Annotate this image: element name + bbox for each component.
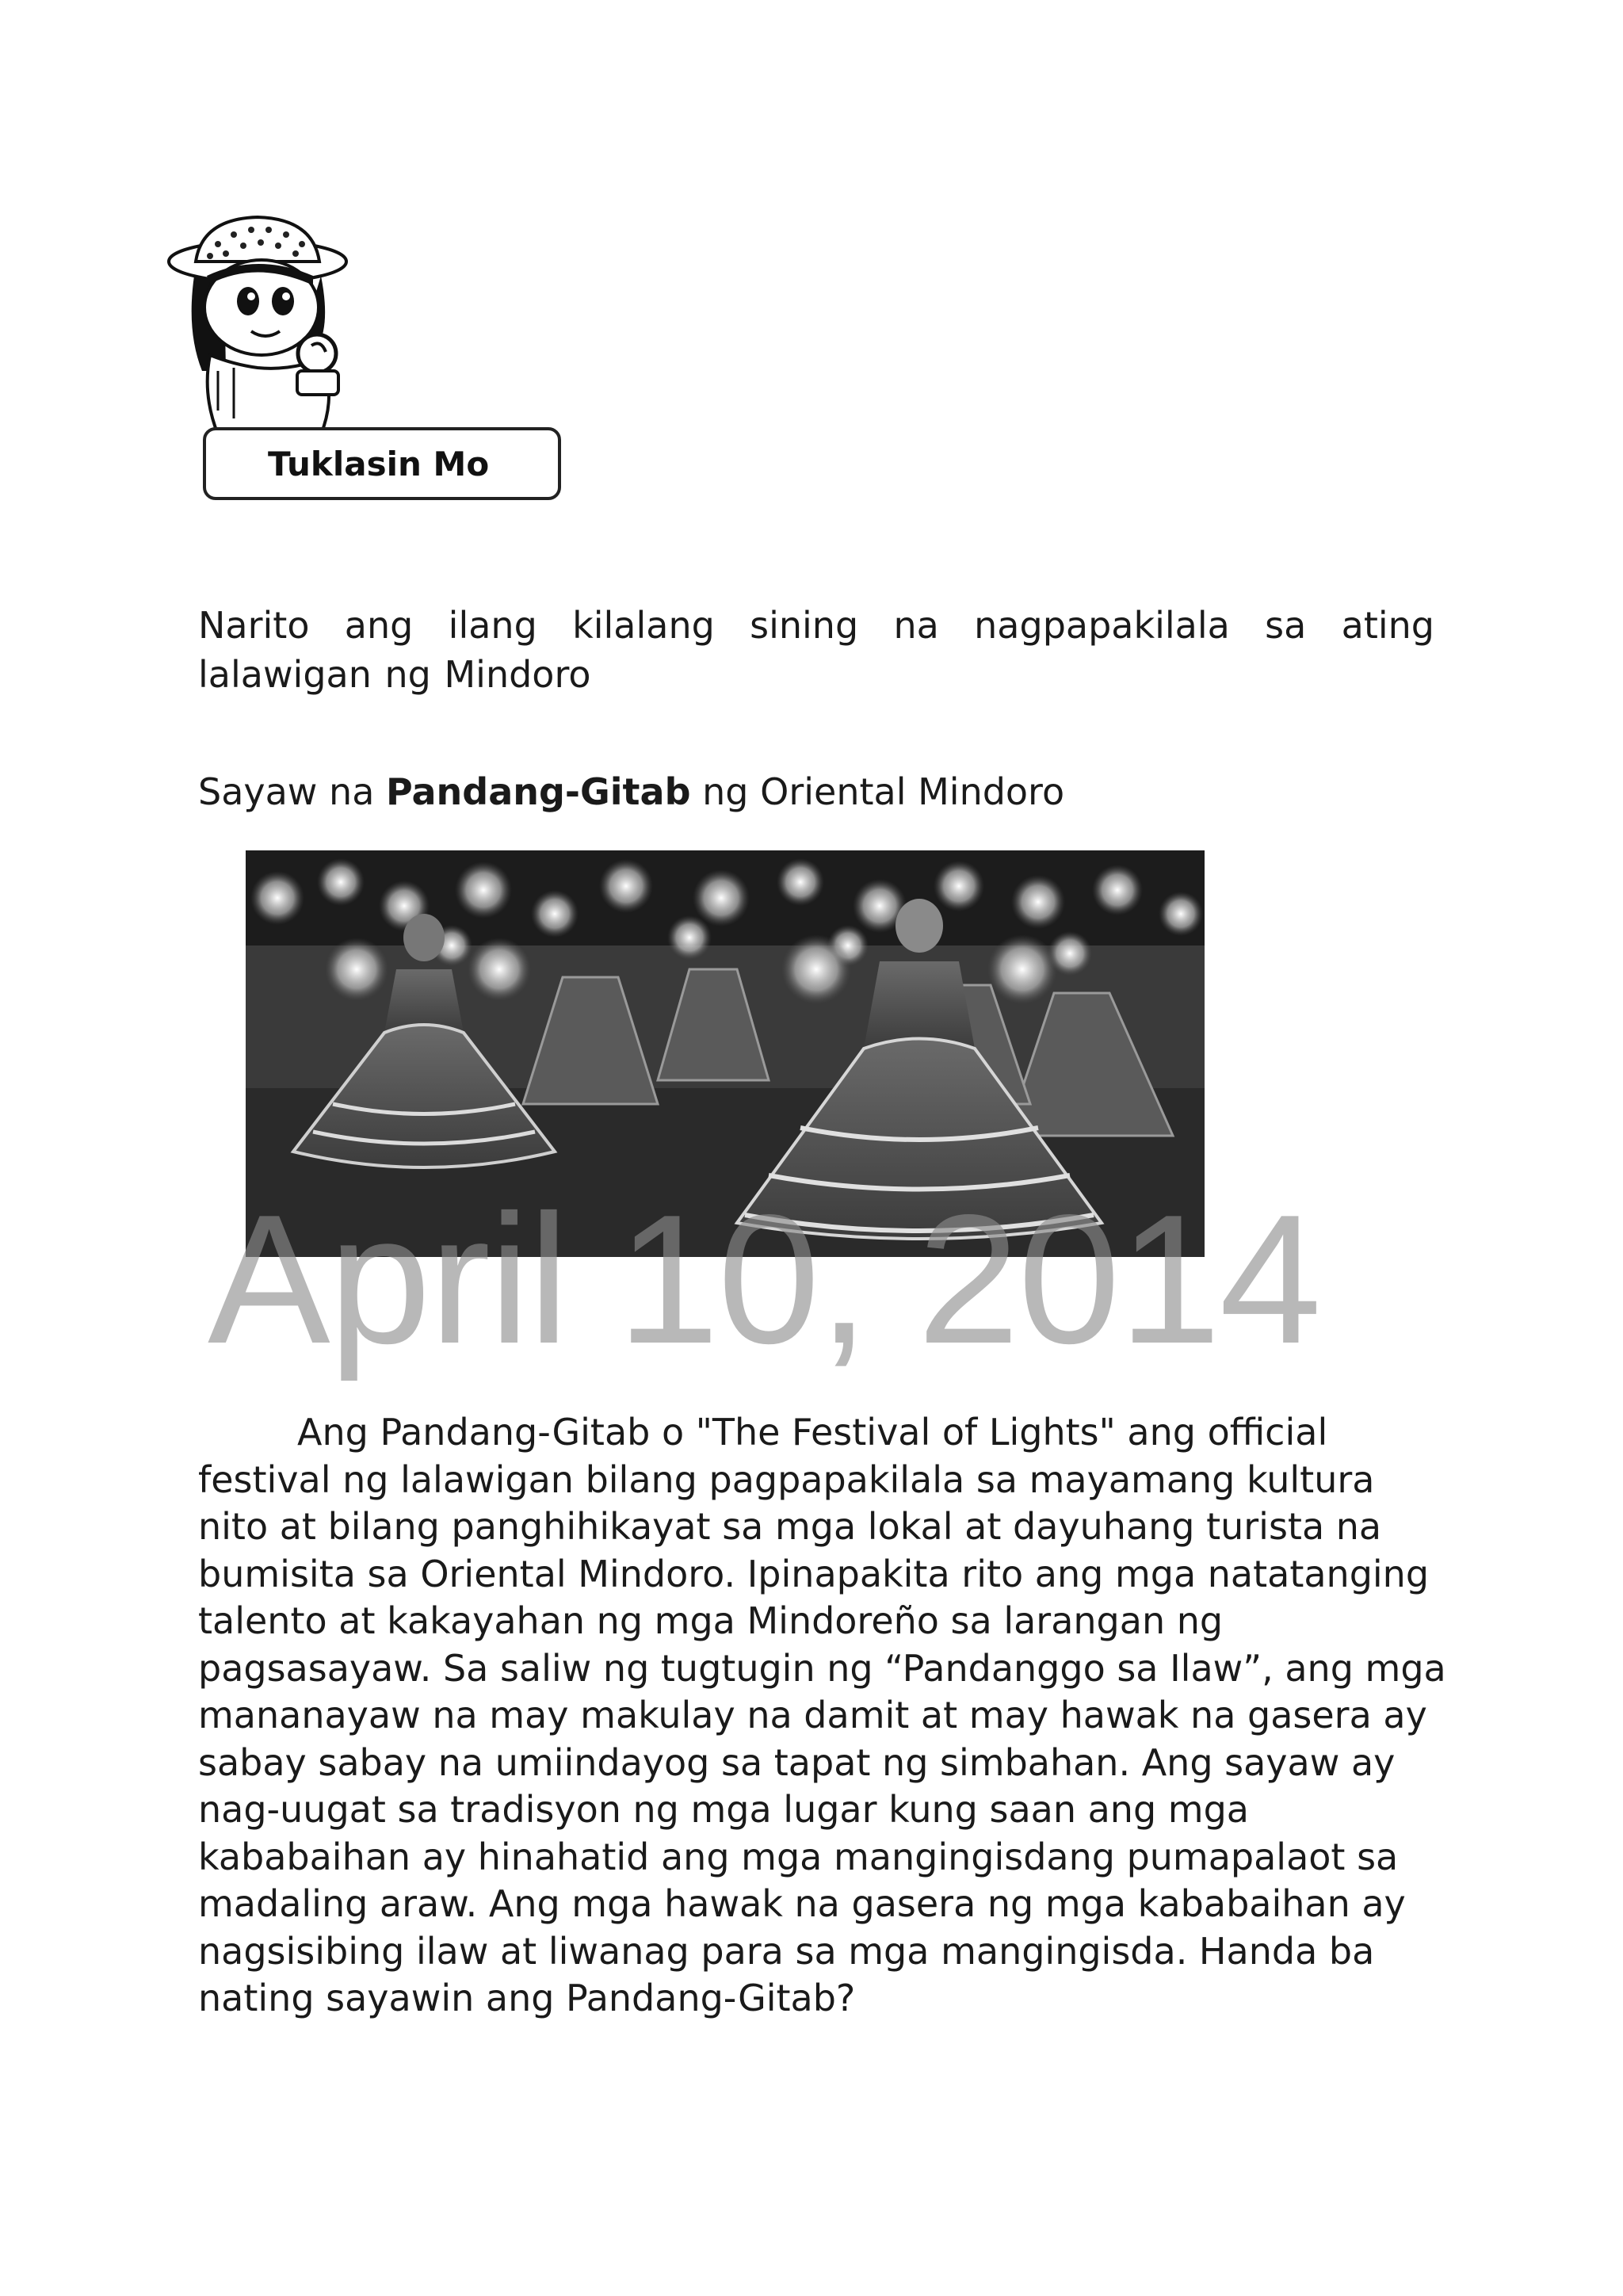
date-watermark: April 10, 2014 — [208, 1177, 1320, 1382]
subtitle-dance-name: Pandang-Gitab — [386, 770, 691, 813]
subtitle-prefix: Sayaw na — [198, 770, 387, 813]
body-paragraph-text: Ang Pandang-Gitab o "The Festival of Lights" ang official festival ng lalawigan bilang pagpapakilala sa mayamang kultura nito at bilang panghihikayat sa mga lokal at dayuhang turista na bumisita sa Oriental Mindoro. Ipinapakita rito ang mga natatanging talento at kakayahan ng mga Mindoreño sa larangan ng pagsasayaw. Sa saliw ng tugtugin ng “Pandanggo sa Ilaw”, ang mga mananayaw na may makulay na damit at may hawak na gasera ay sabay sabay na umiindayog sa tapat ng simbahan. Ang sayaw ay nag-uugat sa tradisyon ng mga lugar kung saan ang mga kababaihan ay hinahatid ang mga mangingisdang pumapalaot sa madaling araw. Ang mga hawak na gasera ng mga kababaihan ay nagsisibing ilaw at liwanag para sa mga mangingisda. Handa ba nating sayawin ang Pandang-Gitab? — [198, 1411, 1446, 2019]
section-heading: Tuklasin Mo — [268, 444, 490, 483]
dance-subtitle — [198, 767, 1064, 816]
body-paragraph — [198, 1409, 1450, 2023]
section-heading-box — [203, 427, 561, 500]
intro-paragraph: Narito ang ilang kilalang sining na nagpapakilala sa ating lalawigan ng Mindoro — [198, 604, 1434, 696]
subtitle-suffix: ng Oriental Mindoro — [690, 770, 1065, 813]
mascot-girl-illustration — [162, 212, 353, 442]
